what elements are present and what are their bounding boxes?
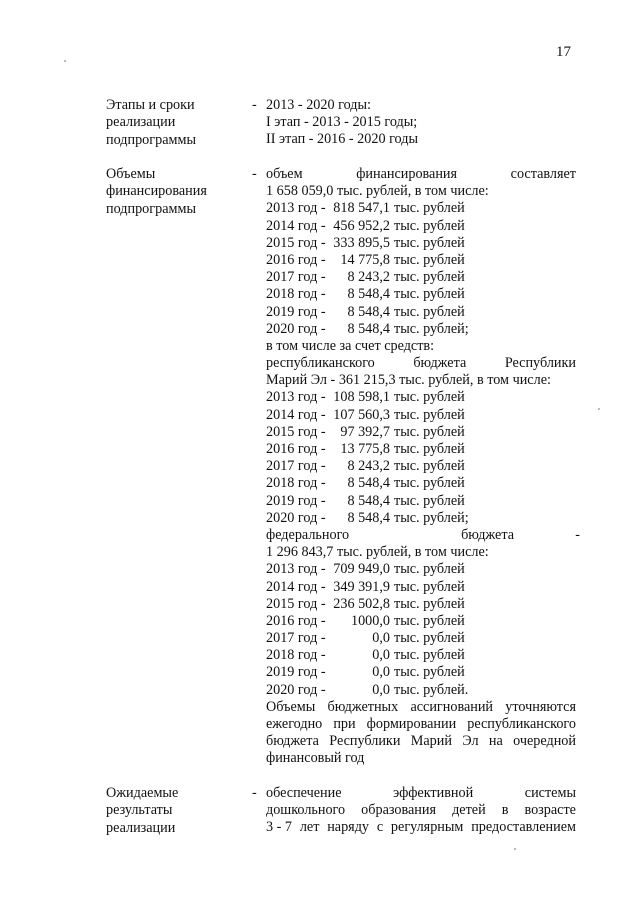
word: возрасте [524,802,576,819]
year-row [266,579,576,596]
year-row [266,269,576,286]
year-value: 709 949,0 [333,561,390,578]
year-unit: тыс. рублей [394,612,465,629]
funding-label-line: финансирования [106,183,207,200]
results-label-line: Ожидаемые [106,785,179,801]
year-row [266,493,576,510]
word: образования [361,802,437,819]
federal-heading [266,526,580,544]
word: составляет [510,166,576,182]
year-row [266,235,576,252]
scan-speck [64,60,66,62]
word: предоставлением [471,819,576,836]
funding-note: Объемы бюджетных ассигнований уточняются ежегодно при формировании республиканского бюджета Республики Марий Эл на очередной финансовый год [266,698,576,767]
year-row [266,475,576,492]
year-label: 2015 год - [266,595,326,612]
word: регулярным [390,819,464,836]
year-unit: тыс. рублей [394,269,465,286]
year-label: 2013 год - [266,561,326,578]
year-value: 1000,0 [350,612,390,629]
results-line [266,819,576,836]
year-label: 2015 год - [266,234,326,251]
year-row [266,286,576,303]
federal-dash: - [575,526,580,543]
year-value: 97 392,7 [340,423,390,440]
stages-label-line: реализации [106,114,176,131]
results-label-line: реализации [106,819,176,836]
year-unit: тыс. рублей [394,647,465,664]
year-label: 2016 год - [266,251,326,268]
word: наряду [327,819,370,836]
funding-body [266,166,580,768]
year-value: 236 502,8 [333,595,390,612]
year-value: 349 391,9 [333,578,390,595]
stages-line: 2013 - 2020 годы: [266,97,371,113]
word: бюджета [413,355,467,372]
year-row [266,458,576,475]
year-row [266,441,576,458]
year-value: 8 548,4 [347,286,390,303]
year-label: 2020 год - [266,681,326,698]
year-unit: тыс. рублей [394,251,465,268]
year-unit: тыс. рублей [394,458,465,475]
results-line [266,802,576,819]
year-row [266,218,576,235]
year-label: 2017 год - [266,630,326,647]
year-row [266,596,576,613]
word: Республики [504,355,576,372]
stages-line: I этап - 2013 - 2015 годы; [266,114,418,131]
stages-dash: - [252,97,257,113]
year-value: 8 548,4 [347,475,390,492]
year-row [266,561,576,578]
results-label [106,785,241,837]
republic-heading [266,355,576,372]
scan-speck [514,848,516,850]
year-value: 818 547,1 [333,200,390,217]
results-dash: - [252,785,257,801]
year-value: 0,0 [372,664,390,681]
republic-years-list [266,389,576,527]
year-unit: тыс. рублей [394,406,465,423]
year-row [266,613,576,630]
funding-label [106,166,241,218]
word: федерального [266,526,350,543]
year-value: 0,0 [372,681,390,698]
year-value: 8 548,4 [347,492,390,509]
year-label: 2019 год - [266,492,326,509]
year-label: 2014 год - [266,578,326,595]
year-unit: тыс. рублей [394,423,465,440]
results-line [266,785,576,802]
year-value: 0,0 [372,630,390,647]
year-label: 2019 год - [266,664,326,681]
year-label: 2017 год - [266,269,326,286]
year-row [266,510,576,527]
year-unit: тыс. рублей [394,595,465,612]
year-unit: тыс. рублей [394,441,465,457]
word: республиканского [266,355,375,372]
year-label: 2013 год - [266,389,326,406]
year-row [266,200,576,217]
stages-body [266,97,576,149]
year-unit: тыс. рублей; [394,509,469,526]
year-value: 108 598,1 [333,389,390,406]
year-label: 2018 год - [266,647,326,664]
year-row [266,252,576,269]
year-value: 8 548,4 [347,509,390,526]
word: с [376,819,384,836]
total-years-list [266,200,576,338]
year-unit: тыс. рублей; [394,320,469,337]
year-row [266,304,576,321]
word: финансирования [356,166,458,182]
year-label: 2017 год - [266,458,326,475]
year-unit: тыс. рублей [394,217,465,234]
year-value: 107 560,3 [333,406,390,423]
year-label: 2015 год - [266,423,326,440]
republic-total: Марий Эл - 361 215,3 тыс. рублей, в том числе: [266,372,551,389]
year-row [266,321,576,338]
stages-label-line: Этапы и сроки [106,97,195,113]
year-label: 2013 год - [266,200,326,217]
word: детей [452,802,486,819]
year-value: 8 243,2 [347,458,390,475]
stages-label [106,97,241,149]
year-unit: тыс. рублей [394,664,465,681]
year-value: 8 243,2 [347,269,390,286]
year-label: 2018 год - [266,286,326,303]
word: объем [266,166,303,182]
funding-label-line: Объемы [106,166,156,182]
year-label: 2018 год - [266,475,326,492]
year-value: 456 952,2 [333,217,390,234]
funding-label-line: подпрограммы [106,200,196,217]
year-row [266,647,576,664]
year-value: 0,0 [372,647,390,664]
year-unit: тыс. рублей [394,286,465,303]
year-unit: тыс. рублей [394,492,465,509]
federal-years-list [266,561,576,699]
scan-speck [598,408,600,410]
year-unit: тыс. рублей [394,200,465,217]
year-unit: тыс. рублей [394,475,465,492]
word: лет [299,819,320,836]
results-label-line: результаты [106,802,173,819]
year-value: 8 548,4 [347,320,390,337]
year-unit: тыс. рублей [394,234,465,251]
year-label: 2014 год - [266,217,326,234]
year-unit: тыс. рублей [394,561,465,578]
year-label: 2019 год - [266,303,326,320]
year-label: 2016 год - [266,612,326,629]
word: обеспечение [266,785,342,801]
sources-intro: в том числе за счет средств: [266,337,435,354]
page-number: 17 [556,44,571,60]
year-value: 13 775,8 [340,441,390,457]
year-row [266,682,576,699]
year-row [266,407,576,424]
word: дошкольного [266,802,346,819]
year-unit: тыс. рублей. [394,681,469,698]
year-row [266,664,576,681]
results-body [266,785,576,837]
year-value: 333 895,5 [333,234,390,251]
stages-line: II этап - 2016 - 2020 годы [266,131,418,148]
year-value: 14 775,8 [340,251,390,268]
year-unit: тыс. рублей [394,578,465,595]
stages-label-line: подпрограммы [106,131,196,148]
year-unit: тыс. рублей [394,630,465,647]
word: эффективной [393,785,474,801]
word: в [501,802,509,819]
year-row [266,424,576,441]
funding-dash: - [252,166,257,182]
year-label: 2014 год - [266,406,326,423]
word: бюджета [461,526,514,543]
funding-intro [266,166,576,183]
federal-total: 1 296 843,7 тыс. рублей, в том числе: [266,544,489,561]
year-value: 8 548,4 [347,303,390,320]
year-unit: тыс. рублей [394,303,465,320]
word: системы [524,785,576,801]
year-label: 2020 год - [266,320,326,337]
word: 3 - 7 [266,819,293,836]
year-label: 2020 год - [266,509,326,526]
year-row [266,389,576,406]
year-label: 2016 год - [266,441,326,457]
year-row [266,630,576,647]
year-unit: тыс. рублей [394,389,465,406]
funding-total: 1 658 059,0 тыс. рублей, в том числе: [266,183,489,200]
